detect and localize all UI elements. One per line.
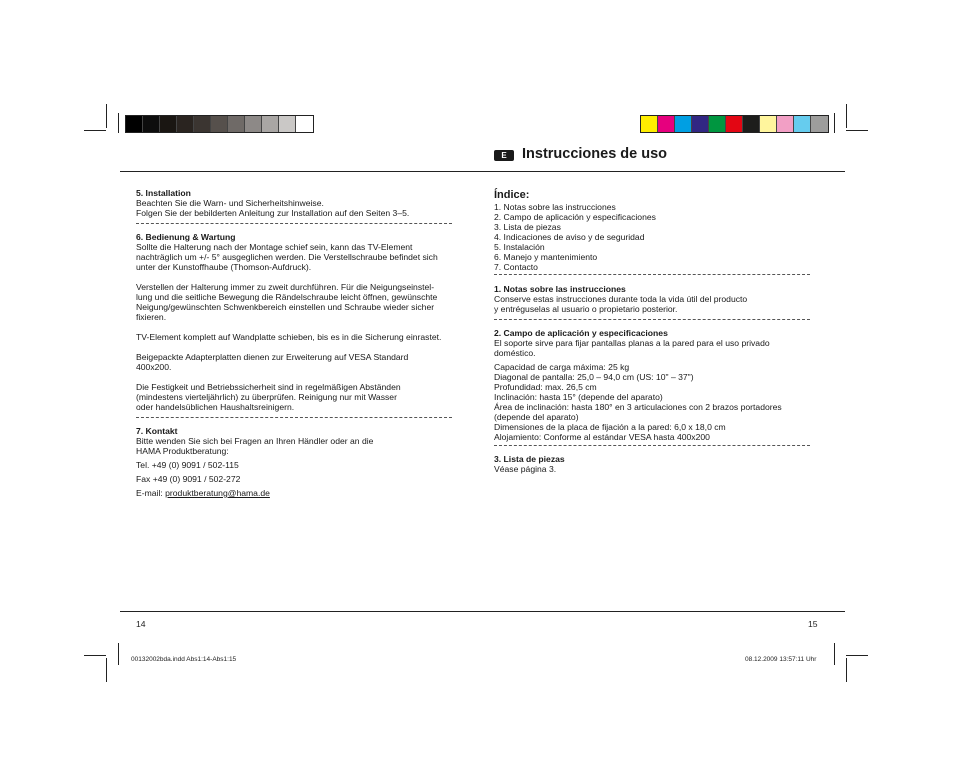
email-line (136, 488, 466, 498)
text-line: Bitte wenden Sie sich bei Fragen an Ihren Händler oder an die (136, 436, 374, 446)
index-item: 2. Campo de aplicación y especificaciones (494, 212, 656, 222)
text-line: y entréguselas al usuario o propietario posterior. (494, 304, 678, 314)
index-item: 1. Notas sobre las instrucciones (494, 202, 616, 212)
crop-mark (846, 104, 847, 128)
color-swatch (794, 116, 811, 132)
section-divider (494, 319, 810, 320)
crop-mark (118, 113, 119, 133)
language-badge: E (494, 150, 514, 161)
spec-line: Profundidad: max. 26,5 cm (494, 382, 597, 392)
color-swatch (177, 116, 194, 132)
section-divider (494, 274, 810, 275)
page-number-left: 14 (136, 619, 146, 629)
text-line: Beigepackte Adapterplatten dienen zur Erweiterung auf VESA Standard (136, 352, 409, 362)
text-line: Beachten Sie die Warn- und Sicherheitshinweise. (136, 198, 324, 208)
spec-line: Inclinación: hasta 15° (depende del aparato) (494, 392, 663, 402)
page-title: Instrucciones de uso (522, 146, 668, 162)
text-line: Die Festigkeit und Betriebssicherheit sind in regelmäßigen Abständen (136, 382, 401, 392)
text-line: oder handelsüblichen Haushaltsreinigern. (136, 402, 295, 412)
crop-mark (106, 104, 107, 128)
header-rule (120, 171, 845, 172)
text-line: Conserve estas instrucciones durante toda la vida útil del producto (494, 294, 748, 304)
section-heading: 6. Bedienung & Wartung (136, 232, 236, 242)
email-label: E-mail: (136, 488, 166, 498)
date-info: 08.12.2009 13:57:11 Uhr (745, 656, 817, 663)
spec-line: (depende del aparato) (494, 412, 579, 422)
spec-line: Diagonal de pantalla: 25,0 – 94,0 cm (US: 10" – 37") (494, 372, 694, 382)
text-line: Neigung/gewünschten Schwenkbereich einstellen und Schraube wieder sicher (136, 302, 435, 312)
email-link[interactable]: produktberatung@hama.de (165, 488, 270, 498)
section-heading: 5. Installation (136, 188, 191, 198)
fax-number: Fax +49 (0) 9091 / 502-272 (136, 474, 241, 484)
file-info: 00132002bda.indd Abs1:14-Abs1:15 (131, 656, 237, 663)
crop-mark (846, 130, 868, 131)
text-line: Sollte die Halterung nach der Montage schief sein, kann das TV-Element (136, 242, 413, 252)
index-title: Índice: (494, 189, 530, 201)
spec-line: Capacidad de carga máxima: 25 kg (494, 362, 630, 372)
process-color-bar (640, 115, 829, 133)
crop-mark (834, 643, 835, 665)
color-swatch (709, 116, 726, 132)
crop-mark (846, 658, 847, 682)
section-heading: 1. Notas sobre las instrucciones (494, 284, 626, 294)
crop-mark (106, 658, 107, 682)
crop-mark (118, 643, 119, 665)
crop-mark (834, 113, 835, 133)
color-swatch (777, 116, 794, 132)
color-swatch (760, 116, 777, 132)
section-divider (136, 223, 452, 224)
crop-mark (84, 130, 106, 131)
grayscale-color-bar (125, 115, 314, 133)
index-item: 6. Manejo y mantenimiento (494, 252, 598, 262)
color-swatch (245, 116, 262, 132)
text-line: El soporte sirve para fijar pantallas planas a la pared para el uso privado (494, 338, 770, 348)
text-line: TV-Element komplett auf Wandplatte schieben, bis es in die Sicherung einrastet. (136, 332, 442, 342)
index-item: 3. Lista de piezas (494, 222, 561, 232)
text-line: doméstico. (494, 348, 536, 358)
text-line: Véase página 3. (494, 464, 557, 474)
color-swatch (726, 116, 743, 132)
page-number-right: 15 (808, 619, 818, 629)
section-divider (136, 417, 452, 418)
section-heading: 7. Kontakt (136, 426, 178, 436)
color-swatch (743, 116, 760, 132)
color-swatch (279, 116, 296, 132)
text-line: unter der Kunstoffhaube (Thomson-Aufdruck). (136, 262, 312, 272)
index-item: 7. Contacto (494, 262, 538, 272)
color-swatch (641, 116, 658, 132)
color-swatch (675, 116, 692, 132)
color-swatch (658, 116, 675, 132)
crop-mark (84, 655, 106, 656)
color-swatch (228, 116, 245, 132)
spec-line: Alojamiento: Conforme al estándar VESA hasta 400x200 (494, 432, 710, 442)
spec-line: Dimensiones de la placa de fijación a la pared: 6,0 x 18,0 cm (494, 422, 726, 432)
text-line: lung und die seitliche Bewegung die Rändelschraube leicht öffnen, gewünschte (136, 292, 438, 302)
section-heading: 3. Lista de piezas (494, 454, 565, 464)
section-heading: 2. Campo de aplicación y especificaciones (494, 328, 668, 338)
right-column (494, 188, 824, 474)
color-swatch (296, 116, 313, 132)
text-line: nachträglich um +/- 5° ausgeglichen werden. Die Verstellschraube befindet sich (136, 252, 438, 262)
index-item: 4. Indicaciones de aviso y de seguridad (494, 232, 645, 242)
color-swatch (811, 116, 828, 132)
crop-mark (846, 655, 868, 656)
spec-line: Área de inclinación: hasta 180° en 3 articulaciones con 2 brazos portadores (494, 402, 782, 412)
color-swatch (211, 116, 228, 132)
text-line: (mindestens vierteljährlich) zu überprüfen. Reinigung nur mit Wasser (136, 392, 397, 402)
text-line: Folgen Sie der bebilderten Anleitung zur Installation auf den Seiten 3–5. (136, 208, 410, 218)
left-column (136, 188, 466, 498)
color-swatch (692, 116, 709, 132)
color-swatch (194, 116, 211, 132)
section-divider (494, 445, 810, 446)
color-swatch (262, 116, 279, 132)
text-line: HAMA Produktberatung: (136, 446, 229, 456)
text-line: fixieren. (136, 312, 167, 322)
phone-number: Tel. +49 (0) 9091 / 502-115 (136, 460, 239, 470)
color-swatch (126, 116, 143, 132)
footer-rule (120, 611, 845, 612)
index-item: 5. Instalación (494, 242, 545, 252)
color-swatch (160, 116, 177, 132)
color-swatch (143, 116, 160, 132)
text-line: 400x200. (136, 362, 172, 372)
text-line: Verstellen der Halterung immer zu zweit durchführen. Für die Neigungseinstel- (136, 282, 435, 292)
